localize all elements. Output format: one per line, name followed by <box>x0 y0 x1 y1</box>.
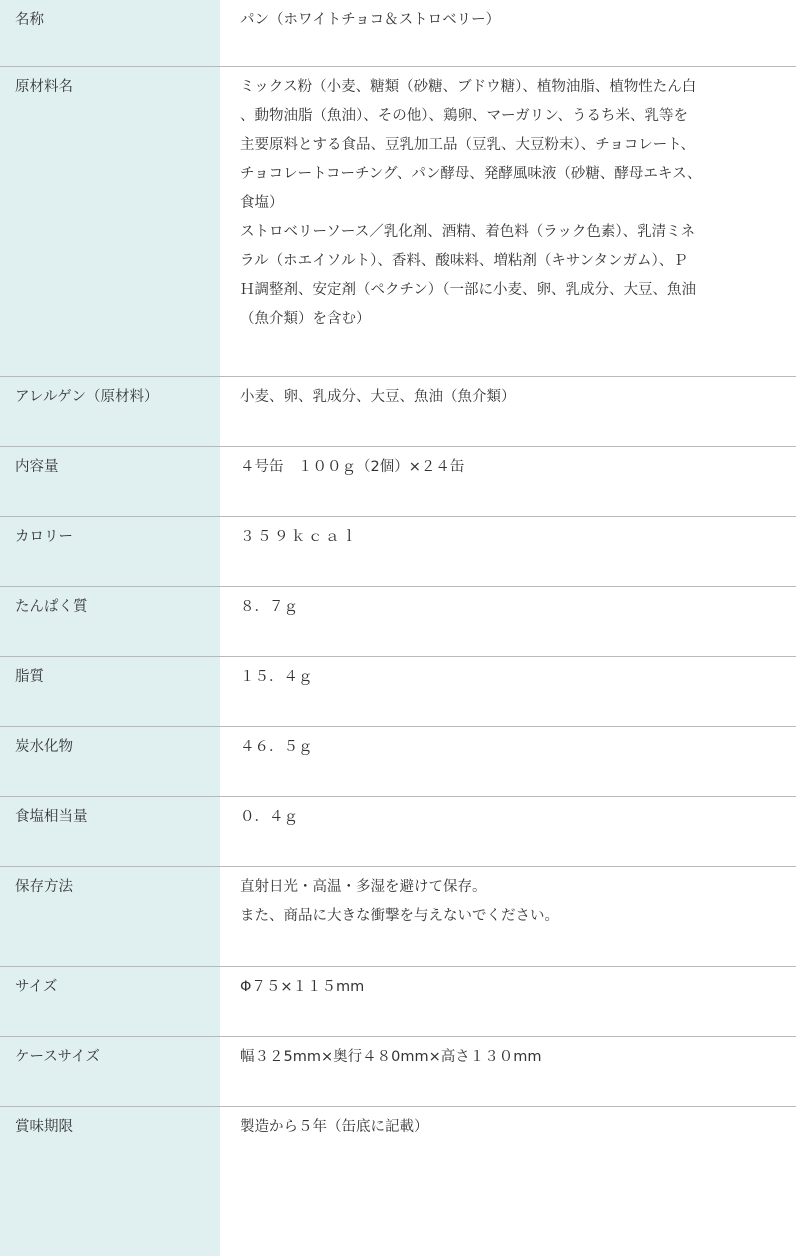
spec-value-line: （魚介類）を含む） <box>240 311 371 327</box>
spec-label: 炭水化物 <box>15 739 73 755</box>
spec-label: 内容量 <box>15 459 59 475</box>
spec-value-line: ラル（ホエイソルト）、香料、酸味料、増粘剤（キサンタンガム）、Ｐ <box>240 253 688 269</box>
spec-row-case-size <box>0 1037 796 1107</box>
spec-value-line: 製造から５年（缶底に記載） <box>240 1119 429 1135</box>
spec-row-contents <box>0 447 796 517</box>
spec-value <box>220 517 796 586</box>
spec-value <box>220 1037 796 1106</box>
spec-row-protein <box>0 587 796 657</box>
spec-value-line: また、商品に大きな衝撃を与えないでください。 <box>240 908 559 924</box>
spec-label: 保存方法 <box>15 879 73 895</box>
spec-value-line: 小麦、卵、乳成分、大豆、魚油（魚介類） <box>240 389 516 405</box>
spec-label: ケースサイズ <box>15 1049 100 1065</box>
spec-value-line: Ｈ調整剤、安定剤（ペクチン）（一部に小麦、卵、乳成分、大豆、魚油 <box>240 282 697 298</box>
spec-value <box>220 447 796 516</box>
spec-row-best-before <box>0 1107 796 1256</box>
spec-value-line: １５．４ｇ <box>240 669 313 685</box>
spec-value <box>220 67 796 376</box>
spec-row-calories <box>0 517 796 587</box>
spec-value <box>220 587 796 656</box>
spec-row-name <box>0 0 796 67</box>
spec-value <box>220 657 796 726</box>
spec-row-salt <box>0 797 796 867</box>
spec-row-carbohydrate <box>0 727 796 797</box>
spec-row-size <box>0 967 796 1037</box>
spec-value-line: パン（ホワイトチョコ＆ストロベリー） <box>240 12 501 28</box>
spec-label: 原材料名 <box>15 79 73 95</box>
spec-value-line: チョコレートコーチング、パン酵母、発酵風味液（砂糖、酵母エキス、 <box>240 166 702 182</box>
spec-value <box>220 1107 796 1256</box>
spec-row-allergen <box>0 377 796 447</box>
spec-value-line: ０．４ｇ <box>240 809 298 825</box>
spec-value <box>220 967 796 1036</box>
spec-label: 脂質 <box>15 669 44 685</box>
spec-row-ingredients <box>0 67 796 377</box>
spec-label: 食塩相当量 <box>15 809 88 825</box>
spec-value-line: ３５９ｋｃａｌ <box>240 529 359 545</box>
spec-value-line: 主要原料とする食品、豆乳加工品（豆乳、大豆粉末）、チョコレート、 <box>240 137 696 153</box>
spec-value-line: 食塩） <box>240 195 284 211</box>
spec-value <box>220 0 796 66</box>
spec-value-line: ストロベリーソース／乳化剤、酒精、着色料（ラック色素）、乳清ミネ <box>240 224 696 240</box>
spec-value-line: 直射日光・高温・多湿を避けて保存。 <box>240 879 487 895</box>
spec-value-line: Φ７５×１１５mm <box>240 979 365 995</box>
spec-label: サイズ <box>15 979 58 995</box>
spec-label: 名称 <box>15 12 44 28</box>
spec-value <box>220 377 796 446</box>
spec-value-line: ４号缶 １００ｇ（2個）×２４缶 <box>240 459 465 475</box>
spec-value <box>220 797 796 866</box>
spec-value-line: ミックス粉（小麦、糖類（砂糖、ブドウ糖）、植物油脂、植物性たん白 <box>240 79 697 95</box>
spec-value-line: ４６．５ｇ <box>240 739 313 755</box>
spec-label: カロリー <box>15 529 73 545</box>
spec-row-fat <box>0 657 796 727</box>
spec-value-line: 幅３２5mm×奥行４８0mm×高さ１３０mm <box>240 1049 542 1065</box>
spec-label: アレルゲン（原材料） <box>15 389 159 405</box>
spec-row-storage <box>0 867 796 967</box>
spec-label: たんぱく質 <box>15 599 88 615</box>
spec-value-line: 、動物油脂（魚油）、その他）、鶏卵、マーガリン、うるち米、乳等を <box>240 108 689 124</box>
spec-value <box>220 727 796 796</box>
spec-value <box>220 867 796 966</box>
spec-value-line: ８．７ｇ <box>240 599 298 615</box>
spec-label: 賞味期限 <box>15 1119 73 1135</box>
